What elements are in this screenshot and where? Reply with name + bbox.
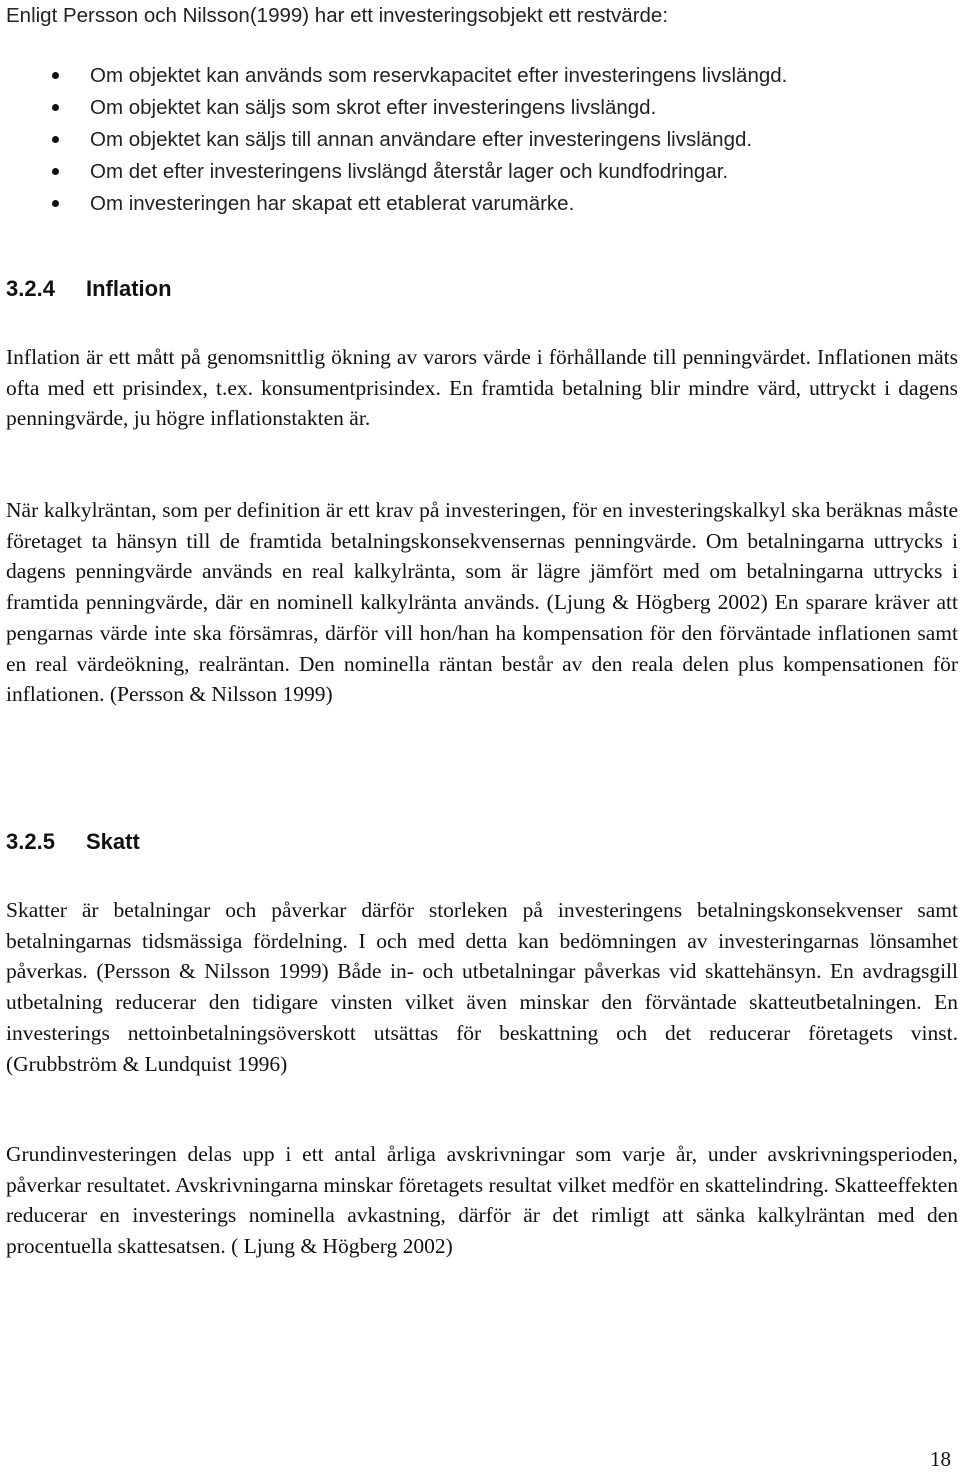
section-heading-skatt: [6, 827, 140, 857]
bullet-icon: [52, 136, 59, 143]
bullet-icon: [52, 200, 59, 207]
paragraph: Skatter är betalningar och påverkar därför storleken på investeringens betalningskonsekvenser samt betalningarnas tidsmässiga fördelning. I och med detta kan bedömningen av investeringarnas lönsamhet påverkas. (Persson & Nilsson 1999) Både in- och utbetalningar påverkas vid skattehänsyn. En avdragsgill utbetalning reducerar den tidigare vinsten vilket även minskar den förväntade skatteutbetalningen. En investerings nettoinbetalningsöverskott utsättas för beskattning och det reducerar företagets vinst. (Grubbström & Lundquist 1996): [6, 898, 958, 1076]
section-number: 3.2.4: [6, 276, 55, 301]
list-item: [0, 92, 950, 124]
bullet-icon: [52, 168, 59, 175]
paragraph: Grundinvesteringen delas upp i ett antal årliga avskrivningar som varje år, under avskrivningsperioden, påverkar resultatet. Avskrivningarna minskar företagets resultat vilket medför en skattelindring. Skatteeffekten reducerar en investerings nominella avkastning, därför är det rimligt att sänka kalkylräntan med den procentuella skattesatsen. ( Ljung & Högberg 2002): [6, 1142, 958, 1259]
section-number: 3.2.5: [6, 829, 55, 854]
list-item: [0, 124, 950, 156]
list-item: [0, 188, 950, 220]
section-title: Skatt: [86, 829, 140, 854]
page-number: 18: [930, 1447, 951, 1471]
bullet-icon: [52, 72, 59, 79]
restvarde-bullet-list: [0, 60, 950, 220]
paragraph: När kalkylräntan, som per definition är ett krav på investeringen, för en investeringskalkyl ska beräknas måste företaget ta hänsyn till de framtida betalningskonsekvensernas penningvärde. Om betalningarna uttrycks i dagens penningvärde används en real kalkylränta, som är lägre jämfört med om betalningarna uttrycks i framtida penningvärde, där en nominell kalkylränta används. (Ljung & Högberg 2002) En sparare kräver att pengarnas värde inte ska försämras, därför vill hon/han ha kompensation för den förväntade inflationen samt en real värdeökning, realräntan. Den nominella räntan består av den reala delen plus kompensationen för inflationen. (Persson & Nilsson 1999): [6, 498, 958, 707]
list-item-text: Om investeringen har skapat ett etablerat varumärke.: [90, 192, 575, 215]
list-item-text: Om objektet kan används som reservkapacitet efter investeringens livslängd.: [90, 64, 788, 87]
section-title: Inflation: [86, 276, 172, 301]
list-item: [0, 60, 950, 92]
list-item-text: Om det efter investeringens livslängd återstår lager och kundfodringar.: [90, 160, 729, 183]
bullet-icon: [52, 104, 59, 111]
list-item: [0, 156, 950, 188]
intro-text: Enligt Persson och Nilsson(1999) har ett investeringsobjekt ett restvärde:: [6, 4, 669, 27]
section-heading-inflation: [6, 274, 172, 304]
paragraph: Inflation är ett mått på genomsnittlig ökning av varors värde i förhållande till penningvärdet. Inflationen mäts ofta med ett prisindex, t.ex. konsumentprisindex. En framtida betalning blir mindre värd, uttryckt i dagens penningvärde, ju högre inflationstakten är.: [6, 345, 958, 431]
list-item-text: Om objektet kan säljs som skrot efter investeringens livslängd.: [90, 96, 657, 119]
list-item-text: Om objektet kan säljs till annan användare efter investeringens livslängd.: [90, 128, 753, 151]
